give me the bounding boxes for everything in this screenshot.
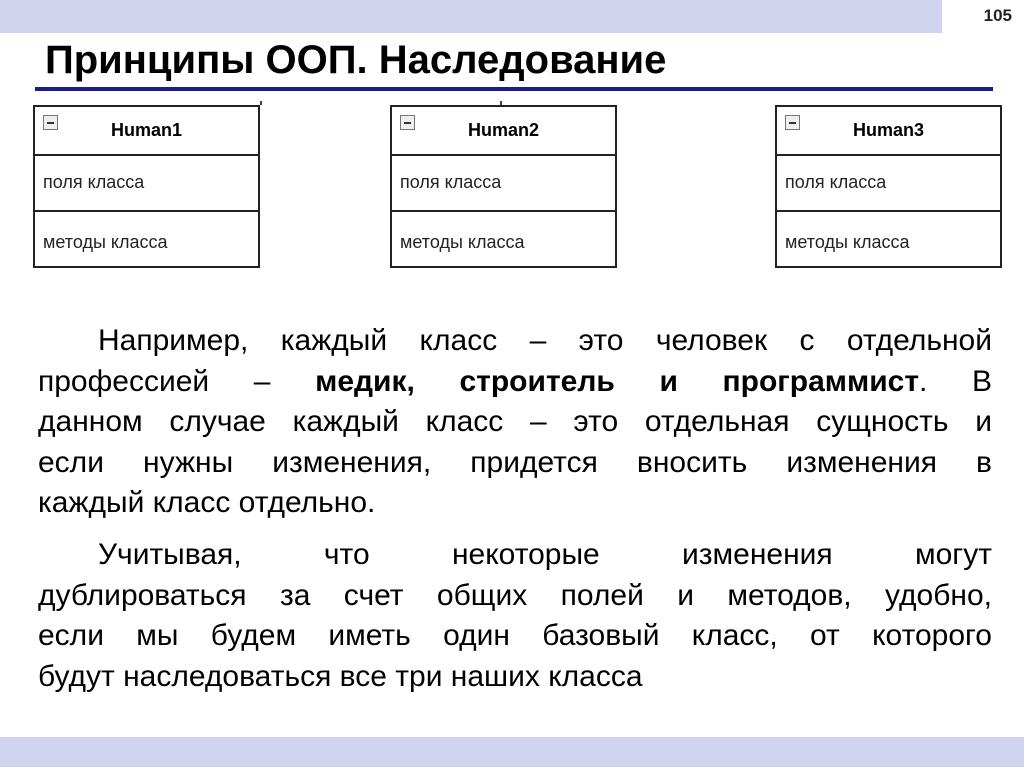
tick-mark [260,101,262,105]
text-line: будут наследоваться все три наших класса [38,659,643,693]
top-band [0,0,1024,33]
class-name: Human2 [467,120,539,140]
text-line: дублироваться за счет общих полей и методов, удобно, [38,578,992,612]
text-line [38,362,992,403]
class-box-human2 [390,105,617,268]
text-run: профессией – [38,364,271,398]
class-methods [777,212,1000,266]
class-fields [392,156,615,212]
bottom-band [0,737,1024,767]
class-box-human3 [775,105,1002,268]
class-box-human1 [33,105,260,268]
text-run: . В [919,364,992,398]
class-header [777,107,1000,156]
page-number: 105 [983,6,1012,25]
class-header [392,107,615,156]
class-name: Human3 [852,120,924,140]
paragraph-inheritance [38,535,992,697]
class-methods [35,212,258,266]
class-methods-label: методы класса [43,232,168,252]
text-line: если нужны изменения, придется вносить изменения в [38,445,992,479]
class-methods-label: методы класса [785,232,910,252]
class-fields-label: поля класса [785,172,887,192]
class-fields [777,156,1000,212]
text-line: Учитывая, что некоторые изменения могут [98,538,992,571]
paragraph-example [38,321,992,524]
class-methods [392,212,615,266]
class-header [35,107,258,156]
text-line: данном случае каждый класс – это отдельная сущность и [38,405,992,438]
title-underline [35,87,993,91]
class-fields [35,156,258,212]
text-line: Например, каждый класс – это человек с отдельной [98,324,992,357]
slide-title: Принципы ООП. Наследование [45,38,667,82]
bold-professions: медик, строитель и программист [315,364,920,398]
page-number-box [942,0,1024,33]
class-name: Human1 [110,120,182,140]
class-fields-label: поля класса [400,172,502,192]
class-methods-label: методы класса [400,232,525,252]
text-line: каждый класс отдельно. [38,486,376,519]
class-fields-label: поля класса [43,172,145,192]
text-line: если мы будем иметь один базовый класс, от которого [38,619,992,652]
